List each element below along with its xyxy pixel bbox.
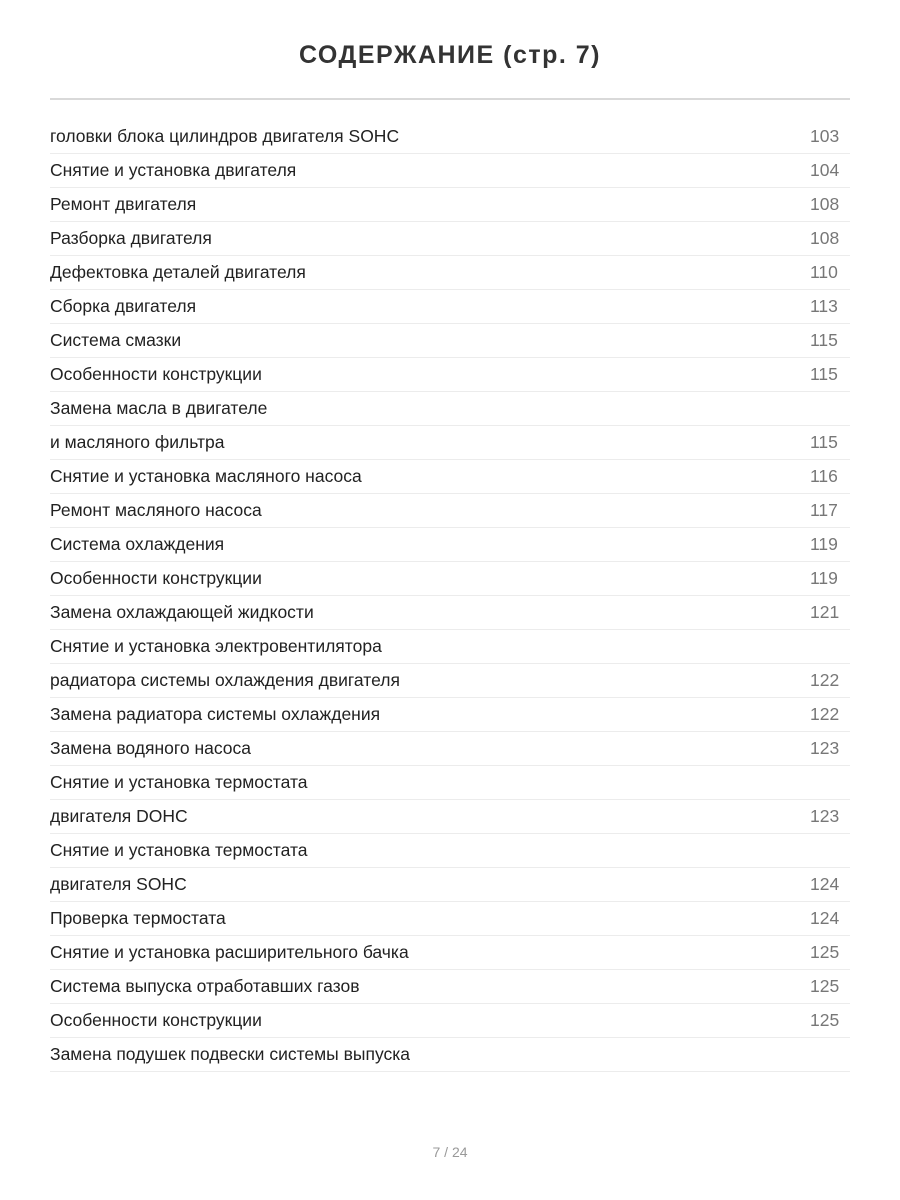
toc-entry-text: Снятие и установка расширительного бачка <box>50 942 409 962</box>
toc-row[interactable] <box>50 256 850 290</box>
page-title: СОДЕРЖАНИЕ (стр. 7) <box>298 41 602 69</box>
toc-page-number: 116 <box>810 466 838 486</box>
toc-row[interactable] <box>50 494 850 528</box>
toc-row[interactable] <box>50 630 850 664</box>
toc-page-number: 119 <box>810 568 838 588</box>
toc-entry-text: Особенности конструкции <box>50 1010 262 1030</box>
page-indicator: 7 / 24 <box>432 1144 468 1160</box>
toc-entry-text: Особенности конструкции <box>50 364 262 384</box>
toc-page-number: 117 <box>810 500 838 520</box>
toc-page-number: 110 <box>810 262 838 282</box>
toc-entry-text: Система выпуска отработавших газов <box>50 976 360 996</box>
toc-row[interactable] <box>50 1038 850 1072</box>
toc-row[interactable] <box>50 154 850 188</box>
toc-row[interactable] <box>50 426 850 460</box>
toc-page-number: 115 <box>810 330 838 350</box>
toc-row[interactable] <box>50 698 850 732</box>
toc-page-number: 103 <box>810 126 840 146</box>
toc-page-number: 113 <box>810 296 838 316</box>
toc-row[interactable] <box>50 766 850 800</box>
toc-row[interactable] <box>50 800 850 834</box>
toc-entry-text: Система охлаждения <box>50 534 225 554</box>
title-divider <box>50 98 850 100</box>
toc-entry-text: Ремонт масляного насоса <box>50 500 262 520</box>
toc-entry-text: Сборка двигателя <box>50 296 197 316</box>
toc-entry-text: Система смазки <box>50 330 182 350</box>
toc-page-number: 124 <box>810 908 840 928</box>
toc-row[interactable] <box>50 902 850 936</box>
toc-row[interactable] <box>50 732 850 766</box>
toc-page-number: 119 <box>810 534 838 554</box>
toc-row[interactable] <box>50 664 850 698</box>
toc-page-number: 123 <box>810 806 840 826</box>
toc-row[interactable] <box>50 596 850 630</box>
toc-row[interactable] <box>50 868 850 902</box>
toc-row[interactable] <box>50 290 850 324</box>
toc-entry-text: и масляного фильтра <box>50 432 225 452</box>
toc-page-number: 108 <box>810 194 840 214</box>
toc-page-number: 125 <box>810 942 840 962</box>
toc-row[interactable] <box>50 834 850 868</box>
toc-entry-text: Разборка двигателя <box>50 228 212 248</box>
toc-row[interactable] <box>50 120 850 154</box>
toc-entry-text: двигателя SOHC <box>50 874 187 894</box>
toc-entry-text: Снятие и установка двигателя <box>50 160 297 180</box>
toc-page-number: 108 <box>810 228 840 248</box>
toc-row[interactable] <box>50 562 850 596</box>
table-of-contents <box>50 120 850 1072</box>
toc-entry-text: Замена радиатора системы охлаждения <box>50 704 381 724</box>
toc-row[interactable] <box>50 188 850 222</box>
toc-entry-text: Замена подушек подвески системы выпуска <box>50 1044 411 1064</box>
toc-row[interactable] <box>50 528 850 562</box>
toc-row[interactable] <box>50 392 850 426</box>
toc-row[interactable] <box>50 460 850 494</box>
toc-entry-text: Ремонт двигателя <box>50 194 197 214</box>
toc-row[interactable] <box>50 358 850 392</box>
toc-entry-text: Замена водяного насоса <box>50 738 252 758</box>
toc-page-number: 115 <box>810 364 838 384</box>
toc-entry-text: Замена масла в двигателе <box>50 398 268 418</box>
toc-row[interactable] <box>50 222 850 256</box>
toc-page-number: 122 <box>810 704 840 724</box>
toc-page-number: 125 <box>810 976 840 996</box>
toc-entry-text: радиатора системы охлаждения двигателя <box>50 670 400 690</box>
toc-entry-text: Замена охлаждающей жидкости <box>50 602 314 622</box>
toc-entry-text: двигателя DOHC <box>50 806 188 826</box>
toc-row[interactable] <box>50 970 850 1004</box>
toc-row[interactable] <box>50 1004 850 1038</box>
toc-page-number: 125 <box>810 1010 840 1030</box>
toc-page-number: 122 <box>810 670 840 690</box>
toc-entry-text: головки блока цилиндров двигателя SOHC <box>50 126 400 146</box>
toc-page-number: 121 <box>810 602 840 622</box>
toc-entry-text: Проверка термостата <box>50 908 226 928</box>
toc-entry-text: Дефектовка деталей двигателя <box>50 262 306 282</box>
toc-page-number: 104 <box>810 160 840 180</box>
toc-row[interactable] <box>50 936 850 970</box>
toc-entry-text: Снятие и установка электровентилятора <box>50 636 382 656</box>
toc-page-number: 123 <box>810 738 840 758</box>
toc-entry-text: Особенности конструкции <box>50 568 262 588</box>
toc-page-number: 124 <box>810 874 840 894</box>
toc-entry-text: Снятие и установка термостата <box>50 840 308 860</box>
toc-row[interactable] <box>50 324 850 358</box>
toc-entry-text: Снятие и установка масляного насоса <box>50 466 362 486</box>
toc-page-number: 115 <box>810 432 838 452</box>
toc-entry-text: Снятие и установка термостата <box>50 772 308 792</box>
